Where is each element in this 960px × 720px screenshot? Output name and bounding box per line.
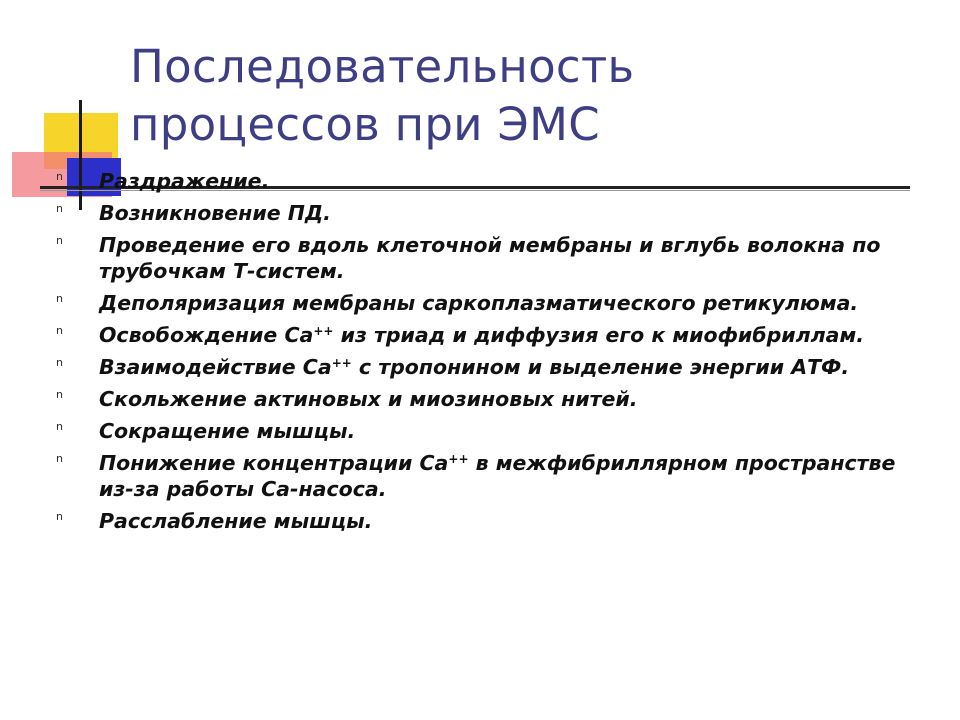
superscript-charge: ++ <box>331 356 352 370</box>
list-item-text: Проведение его вдоль клеточной мембраны и вглубь волокна по трубочкам Т-систем. <box>99 233 881 283</box>
list-item-text-pre: Понижение концентрации Са <box>99 451 449 475</box>
list-item-text-pre: Освобождение Са <box>99 323 314 347</box>
list-item-text: Раздражение. <box>99 169 270 193</box>
list-item-text-pre: Взаимодействие Са <box>99 355 332 379</box>
list-item-text-post: в межфибриллярном пространстве из-за работы Са-насоса. <box>99 451 896 501</box>
list-item-text: Сокращение мышцы. <box>99 419 356 443</box>
process-list <box>56 168 916 540</box>
bullet-icon: n <box>56 452 63 465</box>
bullet-icon: n <box>56 356 63 369</box>
list-item <box>56 290 916 316</box>
bullet-icon: n <box>56 202 63 215</box>
slide-title: Последовательность процессов при ЭМС <box>130 40 635 151</box>
bullet-icon: n <box>56 324 63 337</box>
bullet-icon: n <box>56 420 63 433</box>
bullet-icon: n <box>56 170 63 183</box>
bullet-icon: n <box>56 292 63 305</box>
list-item <box>56 450 916 502</box>
list-item-text-post: с тропонином и выделение энергии АТФ. <box>351 355 850 379</box>
list-item-text: Деполяризация мембраны саркоплазматического ретикулюма. <box>99 291 859 315</box>
list-item <box>56 232 916 284</box>
list-item-text-post: из триад и диффузия его к миофибриллам. <box>333 323 865 347</box>
list-item <box>56 168 916 194</box>
bullet-icon: n <box>56 388 63 401</box>
list-item <box>56 200 916 226</box>
list-item-text: Скольжение актиновых и миозиновых нитей. <box>99 387 638 411</box>
list-item <box>56 354 916 380</box>
list-item-text <box>99 355 849 379</box>
list-item-text <box>99 323 864 347</box>
list-item <box>56 322 916 348</box>
list-item-text: Расслабление мышцы. <box>99 509 373 533</box>
list-item <box>56 418 916 444</box>
superscript-charge: ++ <box>448 452 469 466</box>
list-item <box>56 386 916 412</box>
superscript-charge: ++ <box>313 324 334 338</box>
list-item-text: Возникновение ПД. <box>99 201 331 225</box>
bullet-icon: n <box>56 234 63 247</box>
bullet-icon: n <box>56 510 63 523</box>
list-item-text <box>99 451 895 501</box>
list-item <box>56 508 916 534</box>
